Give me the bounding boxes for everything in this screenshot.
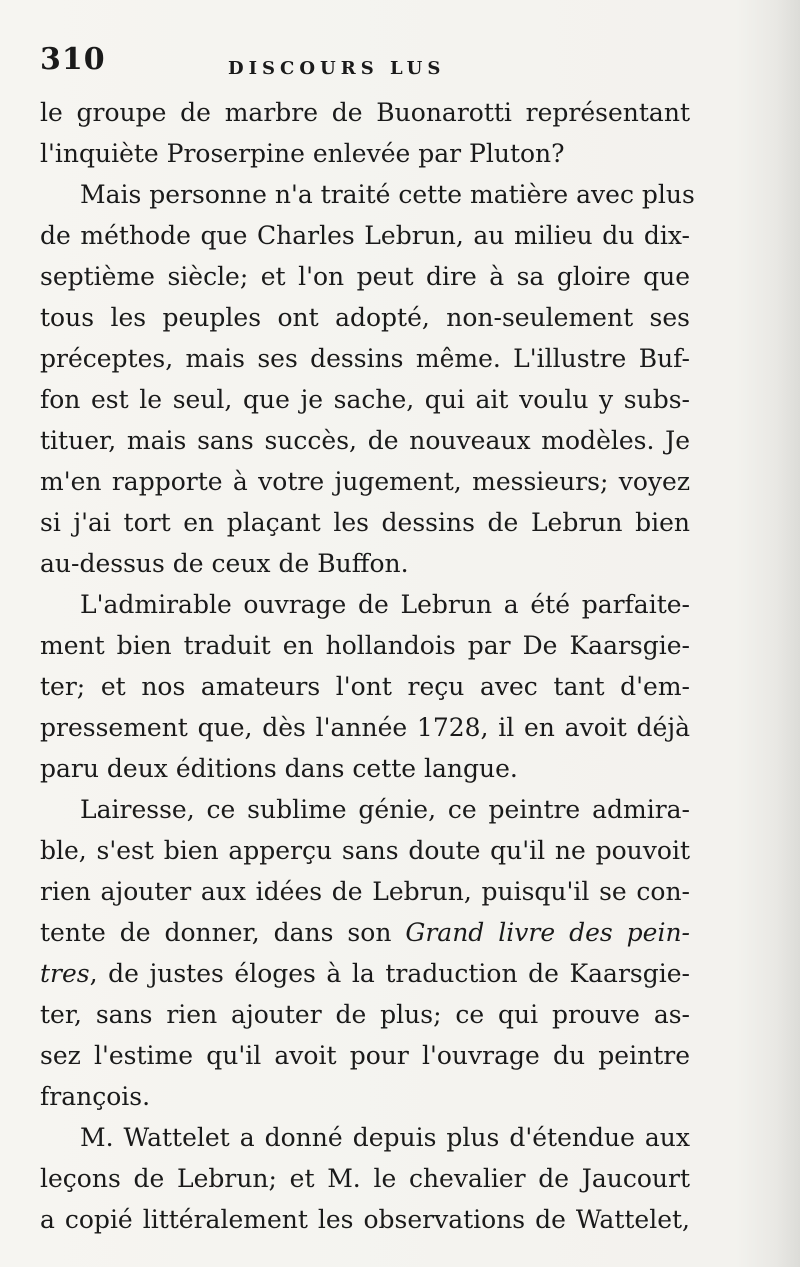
body-text — [40, 92, 695, 1240]
page-header — [40, 42, 760, 82]
text-line: paru deux éditions dans cette langue. — [40, 754, 518, 783]
text-line-with-title — [40, 953, 690, 994]
text-line: de méthode que Charles Lebrun, au milieu du dix- — [40, 221, 690, 250]
page-number: 310 — [40, 42, 106, 77]
text-line: ble, s'est bien apperçu sans doute qu'il ne pouvoit — [40, 836, 690, 865]
text-line: le groupe de marbre de Buonarotti représentant — [40, 98, 690, 127]
text-line: sez l'estime qu'il avoit pour l'ouvrage du peintre — [40, 1041, 690, 1070]
text-line: tous les peuples ont adopté, non-seulement ses — [40, 303, 690, 332]
text-line: si j'ai tort en plaçant les dessins de Lebrun bien — [40, 508, 690, 537]
text-line: septième siècle; et l'on peut dire à sa gloire que — [40, 262, 690, 291]
text-line: m'en rapporte à votre jugement, messieurs; voyez — [40, 467, 690, 496]
text-line: préceptes, mais ses dessins même. L'illustre Buf- — [40, 344, 690, 373]
text-line: L'admirable ouvrage de Lebrun a été parfaite- — [80, 590, 690, 619]
book-title: Grand livre des pein- — [405, 918, 690, 947]
text-line: rien ajouter aux idées de Lebrun, puisqu'il se con- — [40, 877, 690, 906]
text-line: ter, sans rien ajouter de plus; ce qui prouve as- — [40, 1000, 690, 1029]
text-line: ter; et nos amateurs l'ont reçu avec tant d'em- — [40, 672, 690, 701]
text-line: fon est le seul, que je sache, qui ait voulu y subs- — [40, 385, 690, 414]
text-line: pressement que, dès l'année 1728, il en avoit déjà — [40, 713, 690, 742]
text-line-with-title — [40, 912, 690, 953]
text-segment: , de justes éloges à la traduction de Kaarsgie- — [89, 959, 690, 988]
text-line: l'inquiète Proserpine enlevée par Pluton? — [40, 139, 565, 168]
text-line: Mais personne n'a traité cette matière avec plus — [80, 180, 695, 209]
text-line: ment bien traduit en hollandois par De Kaarsgie- — [40, 631, 690, 660]
text-segment: tente de donner, dans son — [40, 918, 406, 947]
text-line: au-dessus de ceux de Buffon. — [40, 549, 409, 578]
text-line: tituer, mais sans succès, de nouveaux modèles. Je — [40, 426, 690, 455]
text-line: leçons de Lebrun; et M. le chevalier de Jaucourt — [40, 1164, 690, 1193]
running-head: DISCOURS LUS — [228, 58, 446, 79]
book-title: tres — [40, 959, 90, 988]
text-line: M. Wattelet a donné depuis plus d'étendue aux — [80, 1123, 690, 1152]
text-line: a copié littéralement les observations de Wattelet, — [40, 1205, 690, 1234]
text-line: françois. — [40, 1082, 151, 1111]
text-line: Lairesse, ce sublime génie, ce peintre admira- — [80, 795, 690, 824]
